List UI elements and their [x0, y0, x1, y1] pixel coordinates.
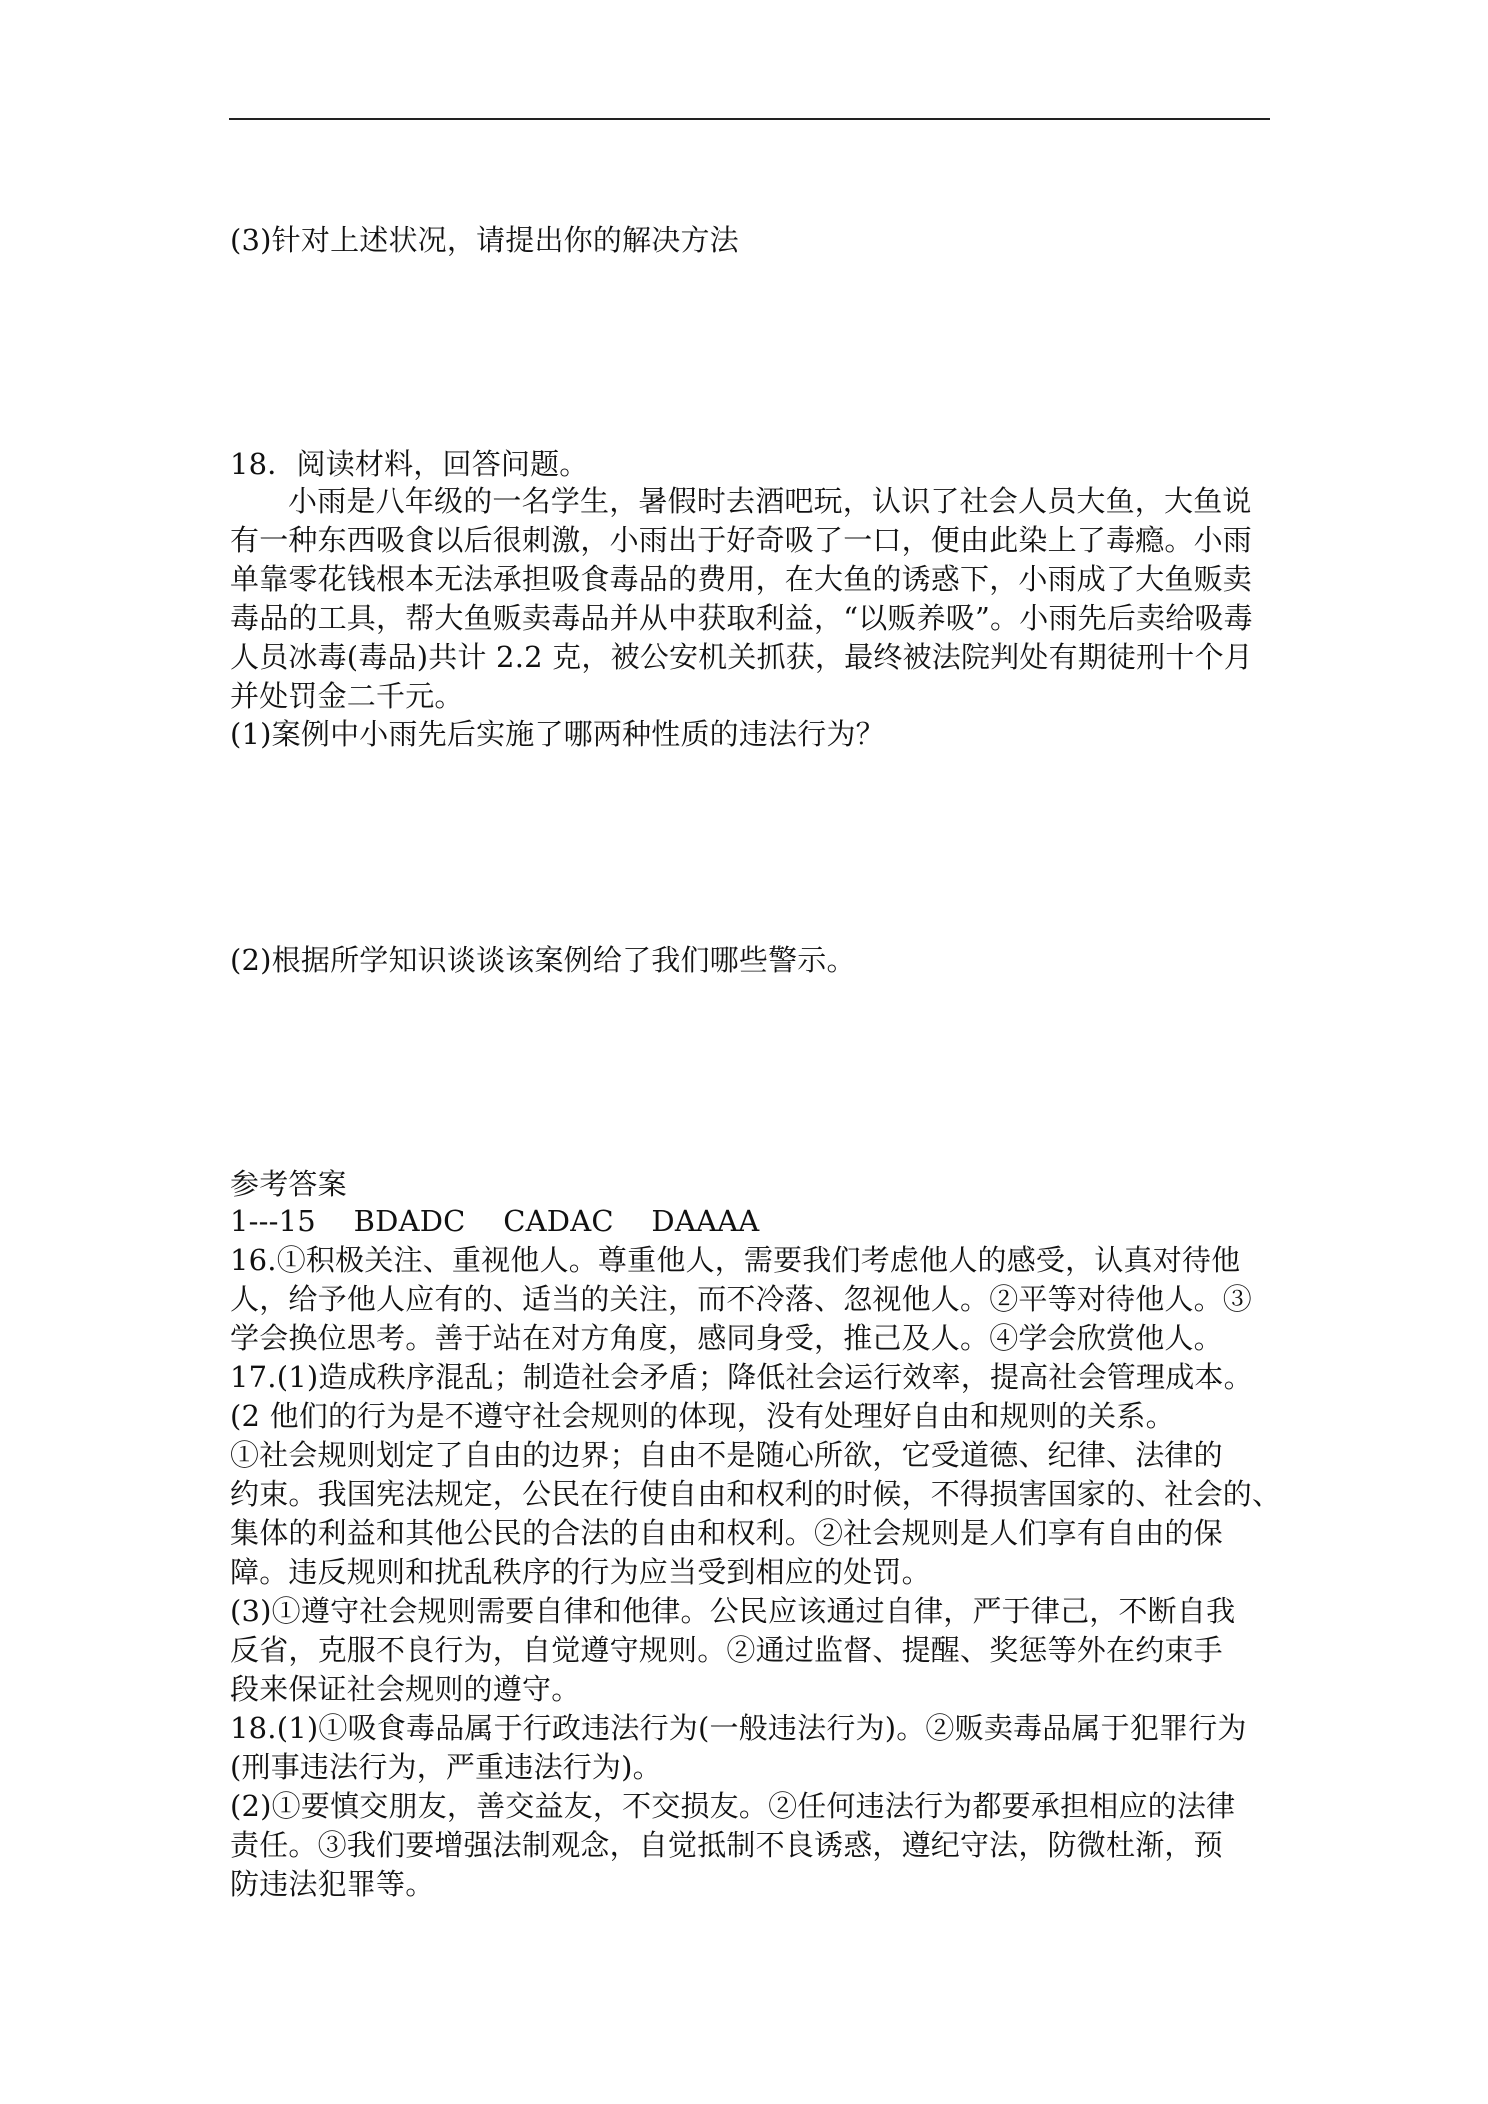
- answer-line: 17.(1)造成秩序混乱；制造社会矛盾；降低社会运行效率，提高社会管理成本。: [230, 1360, 1253, 1394]
- answer-line: 段来保证社会规则的遵守。: [230, 1672, 581, 1706]
- answer-line: 16.①积极关注、重视他人。尊重他人，需要我们考虑他人的感受，认真对待他: [230, 1243, 1241, 1277]
- answer-line: 障。违反规则和扰乱秩序的行为应当受到相应的处罚。: [230, 1555, 931, 1589]
- q18-material-line: 单靠零花钱根本无法承担吸食毒品的费用，在大鱼的诱惑下，小雨成了大鱼贩卖: [230, 562, 1253, 596]
- answer-line: 反省，克服不良行为，自觉遵守规则。②通过监督、提醒、奖惩等外在约束手: [230, 1633, 1223, 1667]
- answer-line: (3)①遵守社会规则需要自律和他律。公民应该通过自律，严于律己，不断自我: [230, 1594, 1236, 1628]
- answer-line: ①社会规则划定了自由的边界；自由不是随心所欲，它受道德、纪律、法律的: [230, 1438, 1223, 1472]
- q18-heading: 18．阅读材料，回答问题。: [230, 447, 589, 481]
- answers-heading: 参考答案: [230, 1167, 347, 1201]
- q18-material-line: 小雨是八年级的一名学生，暑假时去酒吧玩，认识了社会人员大鱼，大鱼说: [288, 484, 1252, 518]
- q18-part1-question: (1)案例中小雨先后实施了哪两种性质的违法行为？: [230, 717, 885, 751]
- answer-line: 集体的利益和其他公民的合法的自由和权利。②社会规则是人们享有自由的保: [230, 1516, 1223, 1550]
- q17-part3-question: (3)针对上述状况，请提出你的解决方法: [230, 223, 739, 257]
- answer-line: 18.(1)①吸食毒品属于行政违法行为(一般违法行为)。②贩卖毒品属于犯罪行为: [230, 1711, 1247, 1745]
- answer-line: 防违法犯罪等。: [230, 1867, 435, 1901]
- q18-material-line: 毒品的工具，帮大鱼贩卖毒品并从中获取利益，“以贩养吸”。小雨先后卖给吸毒: [230, 601, 1253, 635]
- answer-line: (2 他们的行为是不遵守社会规则的体现，没有处理好自由和规则的关系。: [230, 1399, 1175, 1433]
- answer-line: 人，给予他人应有的、适当的关注，而不冷落、忽视他人。②平等对待他人。③: [230, 1282, 1253, 1316]
- answer-line: 约束。我国宪法规定，公民在行使自由和权利的时候，不得损害国家的、社会的、: [230, 1477, 1282, 1511]
- q18-material-line: 并处罚金二千元。: [230, 679, 464, 713]
- q18-material-line: 人员冰毒(毒品)共计 2.2 克，被公安机关抓获，最终被法院判处有期徒刑十个月: [230, 640, 1253, 674]
- q18-part2-question: (2)根据所学知识谈谈该案例给了我们哪些警示。: [230, 943, 856, 977]
- answer-line: 责任。③我们要增强法制观念，自觉抵制不良诱惑，遵纪守法，防微杜渐，预: [230, 1828, 1223, 1862]
- answer-line: (刑事违法行为，严重违法行为)。: [230, 1750, 662, 1784]
- answer-line: (2)①要慎交朋友，善交益友，不交损友。②任何违法行为都要承担相应的法律: [230, 1789, 1236, 1823]
- answer-line: 1---15 BDADC CADAC DAAAA: [230, 1204, 760, 1238]
- answer-line: 学会换位思考。善于站在对方角度，感同身受，推己及人。④学会欣赏他人。: [230, 1321, 1223, 1355]
- header-rule: [229, 118, 1270, 120]
- q18-material-line: 有一种东西吸食以后很刺激，小雨出于好奇吸了一口，便由此染上了毒瘾。小雨: [230, 523, 1253, 557]
